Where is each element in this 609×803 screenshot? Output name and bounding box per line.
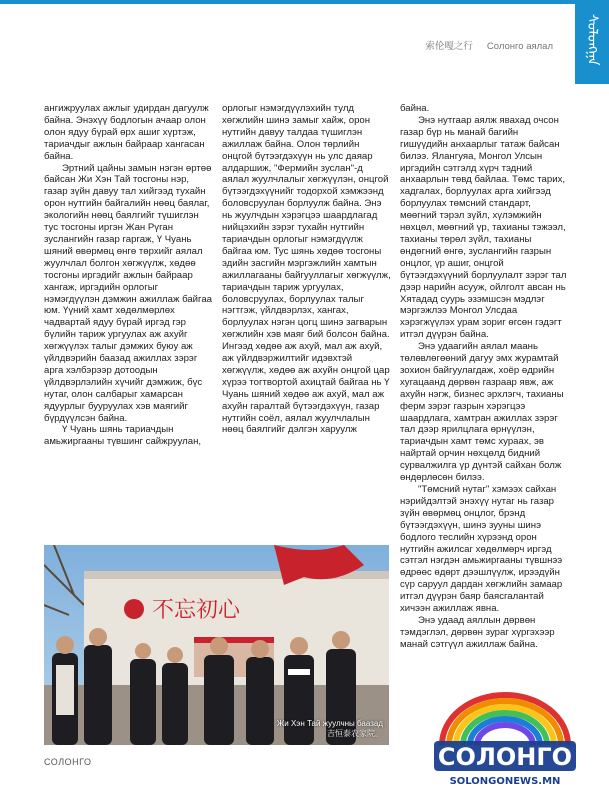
banner-slogan: 不忘初心 — [152, 598, 241, 623]
header-section-mn: Солонго аялал — [486, 41, 553, 52]
paragraph: Эртний цайны замын нэгэн өртөө байсан Жи Хэн Тай тосгоны нэр, газар зүйн давуу тал хийгээд тухайн орон нутгийн байгалийн нөөц баялаг, экологийн нөөц баялгийг түшиглэн тус тосгоны иргэн Жан Рүган зуслангийн газар гаргаж, Ү Чуань шяний өвөрмөц өнгө төрхийг аялал жуулчлал болгон хөгжүүлж, хөдөө тосгоны иргэдийг ажлын байраар хангаж, иргэдийн орлогыг нэмэгдүүлэн дэмжин ажиллаж байгаа юм. Үүний хамт хөдөлмөрлөх чадвартай ядуу бүрай иргэд гэр бүлийн тариж ургуулах аж ахуйг хөгжүүлэх талыг дэмжих буюу аж үйлдвэрийн баазад ажиллах зэрэг арга хэлбэрээр дотоодын үйлдвэрлэлийн хүчийг дэмжиж, бүс нутаг, олон салбарыг хамарсан ядуурлыг бууруулах хэв маягийг бүрдүүлсэн байна. — [44, 162, 212, 424]
group-photo-illustration — [44, 545, 389, 745]
text-column-1 — [44, 103, 214, 448]
photo-caption-cn: 吉恒泰农家院。 — [327, 729, 383, 738]
logo-title: СОЛОНГО — [437, 743, 573, 771]
side-tab-mongol-script: ᠰᠣᠯᠣᠩᠭ᠋ᠠ — [584, 14, 600, 66]
photo-caption — [277, 719, 383, 739]
paragraph: Энэ нутгаар аялж явахад очсон газар бүр нь манай багийн гишүүдийн анхаарлыг татаж байсан билээ. Ялангуяа, Монгол Улсын иргэдийн сэтгэлд хүрч тэдний анхаарлын төвд байлаа. Төмс тарих, хадгалах, борлуулах арга хийгээд борлуулах төмсний стандарт, мөөгний тэрэл зүйл, хүлэмжийн нөхцөл, мөөгний үр, тахианы тэжээл, тахианы төрөл зүйл, тахианы өндөгний өнгө, зуслангийн газрын онцлог, үр ашиг, онцгой бүтээгдэхүүний борлуулалт зэрэг тал дээр нарийн асууж, ойлголт авсан нь Хятадад суурь эзэмшсэн мэдлэг мэргэжлээ Монгол Улсдаа хэрэгжүүлэх урам зориг өгсөн гэдэгт итгэл дүүрэн байна. — [400, 114, 567, 341]
group-photo — [44, 545, 389, 745]
paragraph: ангижруулах ажлыг удирдан дагуулж байна. Энэхүү бодлогын ачаар олон олон ядуу бүрай өрх ашиг хүртэж, тариачдыг ажлын байраар хангасан байна. — [44, 103, 209, 162]
side-section-tab — [575, 0, 609, 84]
top-accent-bar — [0, 0, 609, 4]
paragraph: Энэ удаагийн аялал маань төлөвлөгөөний дагуу эмх журамтай зохион байгуулагдаж, хоёр өдрийн хугацаанд дөрвөн газраар явж, аж ахуйн нэгж, бизнес эрхлэгч, тахианы ферм зэрэг газрын хэрэгцээ шаардлага, хамтран ажиллах зэрэг тал дээр ярилцлага өрнүүлэн, тариачдын хамт төмс хураах, эв найртай орчин нөхцөлд бидний сурвалжилга үр дүнтэй сайхан болж өндөрлөсөн билээ. — [400, 341, 564, 484]
running-header — [425, 38, 553, 52]
paragraph: байна. — [400, 103, 430, 114]
footer-magazine-name: СОЛОНГО — [44, 757, 92, 767]
paragraph: "Төмсний нутаг" хэмээх сайхан нэрийдэлтэй энэхүү нутаг нь газар зүйн өвөрмөц онцлог, брэнд бүтээгдэхүүн, шинэ зууны шинэ бодлого теслийн хүрээнд орон нутгийн ажилсаг хөдөлмөрч иргэд сэтгэл нэгдэн амьжиргааны түвшнээ өдрөөс өдөрт дээшлүүлж, ирээдүйн сүр саруул дардан хөгжлийн замаар итгэл дүүрэн баяр баясгалантай хичээн ажиллаж явна. — [400, 484, 563, 615]
paragraph: Энэ удаад аяллын дөрвөн тэмдэглэл, дөрвөн зураг хүргэхээр манай сэтгүүл ажиллаж байна. — [400, 614, 555, 650]
photo-caption-mn: Жи Хэн Тай жуулчны баазад — [276, 719, 383, 728]
solongo-logo — [430, 683, 580, 793]
header-section-cn: 索伦嘎之行 — [425, 41, 473, 52]
paragraph: Ү Чуань шянь тариачдын амьжиргааны түвшинг сайжруулан, — [44, 424, 202, 448]
logo-url: SOLONGONEWS.MN — [449, 776, 561, 787]
text-column-2 — [222, 103, 392, 436]
text-column-3 — [400, 103, 568, 651]
paragraph: орлогыг нэмэгдүүлэхийн тулд хөгжлийн шинэ замыг хайж, орон нутгийн давуу талдаа түшиглэн ажиллаж байна. Олон төрлийн онцгой бүтээгдэхүүн нь улс даяар алдаршиж, "Фермийн зуслан"-д аялал жуулчлалыг хөгжүүлэн, онцгой бүтээгдэхүүнийг тодорхой хэмжээнд боловсруулан борлуулж байна. Энэ нь жуулчдын хэрэгцээ шаардлагад нийцэхийн зэрэг тухайн нутгийн тариачдын орлогыг нэмэгдүүлж байгаа юм. Тус шянь хөдөө тосгоны эдийн засгийн мэргэжлийн хамтын ажиллагааны байгууллагыг хөгжүүлж, тариачдын тариж ургуулах, боловсруулах, борлуулах талыг нэгтгэж, үйлдвэрлэх, хангах, борлуулах нэгэн цогц шинэ загварын хөгжлийн хэв маяг бий болсон байна. Ингээд хөдөө аж ахуй, мал аж ахуй, аж үйлдвэржилтийг идэвхтэй хөгжүүлж, хөдөө аж ахуйн онцгой цар хүрээ тогтвортой ахицтай байгаа нь Ү Чуань шяний хөдөө аж ахуй, мал аж ахуйн гаралтай бүтээгдэхүүн, газар нутгийн соёл, аялал жуулчлалын нөөц баялгийг дэлгэн харуулж — [222, 103, 391, 436]
